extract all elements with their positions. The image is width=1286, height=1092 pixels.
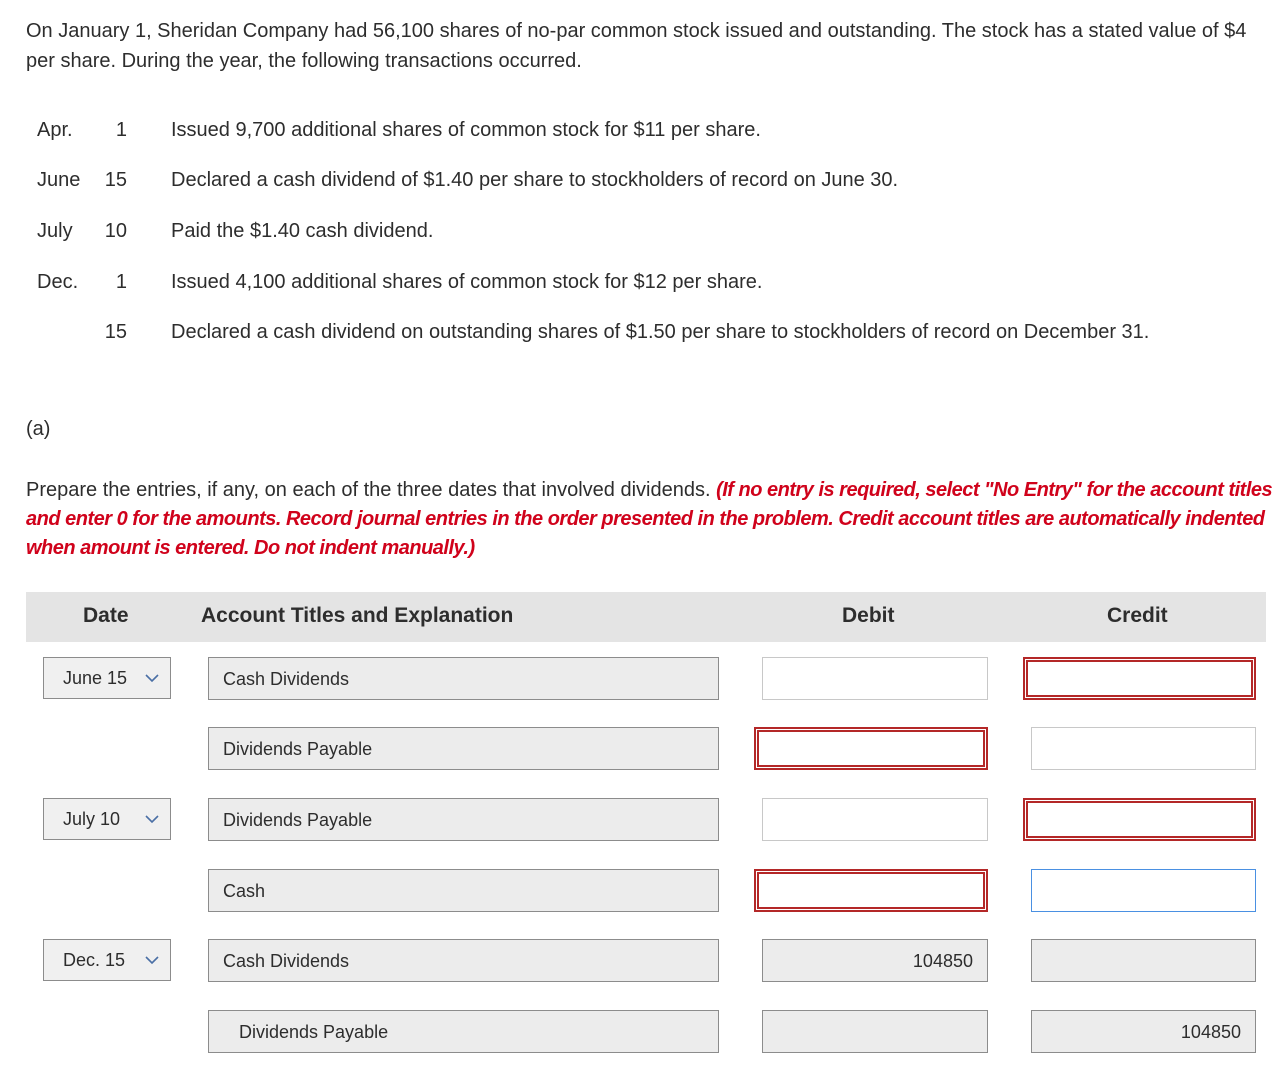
transaction-day: 10: [104, 220, 127, 242]
debit-value: 104850: [912, 951, 973, 971]
account-title-field[interactable]: [208, 727, 719, 770]
account-title-value: Dividends Payable: [223, 810, 373, 830]
transaction-month: July: [37, 220, 73, 242]
account-title-field[interactable]: [208, 869, 719, 912]
account-title-value: Cash: [223, 881, 266, 901]
account-title-field[interactable]: [208, 1010, 719, 1053]
date-select[interactable]: [43, 798, 171, 840]
credit-input[interactable]: [1023, 798, 1256, 841]
transaction-day: 1: [115, 271, 127, 293]
debit-input[interactable]: [762, 657, 988, 700]
debit-input[interactable]: [762, 798, 988, 841]
debit-input[interactable]: [754, 869, 988, 912]
date-select-value: June 15: [63, 668, 128, 688]
account-title-value: Dividends Payable: [239, 1022, 389, 1042]
header-credit: Credit: [1107, 604, 1168, 627]
chevron-down-icon: [144, 670, 160, 686]
chevron-down-icon: [144, 811, 160, 827]
account-title-value: Dividends Payable: [223, 739, 373, 759]
credit-input[interactable]: [1031, 1010, 1256, 1053]
instructions: [26, 476, 1276, 563]
debit-input[interactable]: [754, 727, 988, 770]
transaction-text: Issued 4,100 additional shares of common stock for $12 per share.: [171, 271, 763, 293]
instructions-note: (If no entry is required, select "No Entry" for the account titles and enter 0 for the amounts. Record journal entries in the order presented in the problem. Credit account titles are automatically indented when amount is entered. Do not indent manually.): [26, 479, 1273, 559]
transaction-day: 1: [115, 119, 127, 141]
date-select[interactable]: [43, 657, 171, 699]
date-select[interactable]: [43, 939, 171, 981]
instructions-text: Prepare the entries, if any, on each of the three dates that involved dividends.: [26, 479, 717, 501]
header-date: Date: [83, 604, 129, 627]
credit-input[interactable]: [1031, 727, 1256, 770]
credit-value: 104850: [1180, 1022, 1241, 1042]
header-account: Account Titles and Explanation: [201, 604, 514, 627]
part-label: (a): [26, 418, 51, 440]
transaction-day: 15: [104, 169, 127, 191]
credit-input[interactable]: [1031, 939, 1256, 982]
transaction-text: Paid the $1.40 cash dividend.: [171, 220, 434, 242]
transaction-month: Apr.: [37, 119, 73, 141]
header-debit: Debit: [842, 604, 895, 627]
journal-table-header: [26, 592, 1266, 642]
transaction-month: June: [37, 169, 81, 191]
transaction-day: 15: [104, 321, 127, 343]
transaction-text: Declared a cash dividend on outstanding shares of $1.50 per share to stockholders of record on December 31.: [171, 321, 1150, 343]
problem-intro: On January 1, Sheridan Company had 56,100 shares of no-par common stock issued and outstanding. The stock has a stated value of $4 per share. During the year, the following transactions occurred.: [26, 20, 1247, 72]
account-title-value: Cash Dividends: [223, 951, 350, 971]
transaction-month: Dec.: [37, 271, 79, 293]
date-select-value: Dec. 15: [63, 950, 126, 970]
credit-input[interactable]: [1031, 869, 1256, 912]
transaction-text: Issued 9,700 additional shares of common stock for $11 per share.: [171, 119, 761, 141]
date-select-value: July 10: [63, 809, 121, 829]
account-title-value: Cash Dividends: [223, 669, 350, 689]
chevron-down-icon: [144, 952, 160, 968]
account-title-field[interactable]: [208, 939, 719, 982]
account-title-field[interactable]: [208, 798, 719, 841]
debit-input[interactable]: [762, 1010, 988, 1053]
debit-input[interactable]: [762, 939, 988, 982]
credit-input[interactable]: [1023, 657, 1256, 700]
transaction-text: Declared a cash dividend of $1.40 per share to stockholders of record on June 30.: [171, 169, 899, 191]
account-title-field[interactable]: [208, 657, 719, 700]
